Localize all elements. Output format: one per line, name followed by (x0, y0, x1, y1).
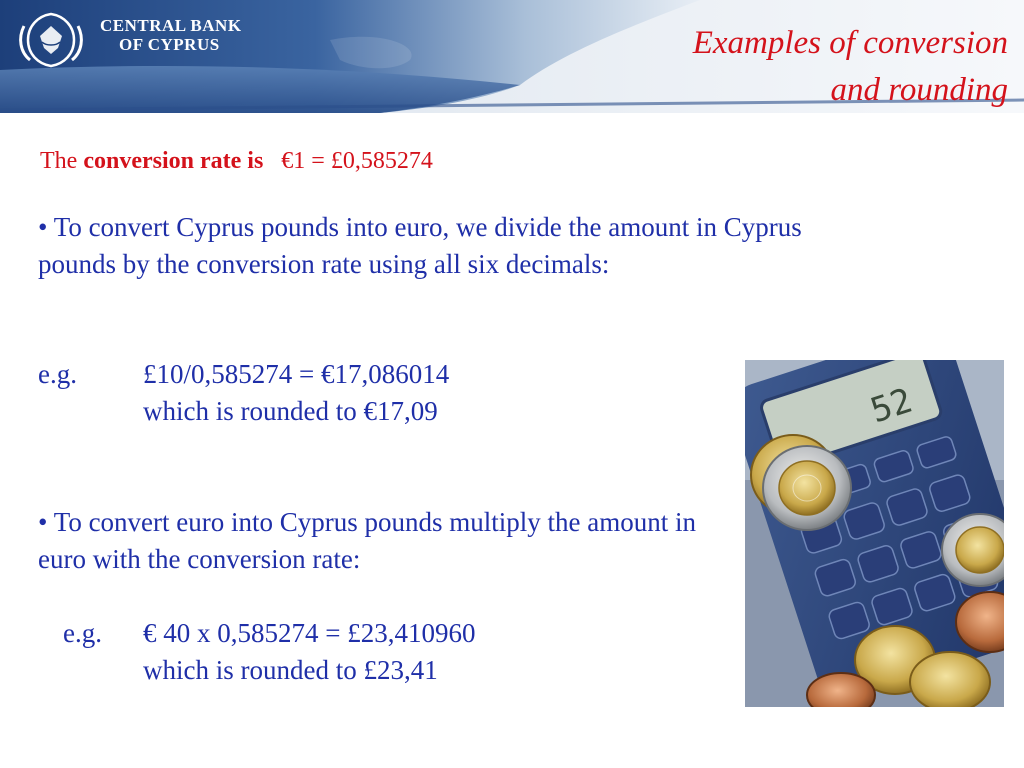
bank-name (100, 16, 242, 54)
section1-eg-result: which is rounded to €17,09 (143, 396, 438, 426)
central-bank-emblem-icon (10, 6, 92, 70)
section2-paragraph: • To convert euro into Cyprus pounds multiply the amount in euro with the conversion rate: (38, 507, 697, 574)
section2-eg-label: e.g. (63, 618, 102, 648)
slide-title-line2: and rounding (830, 72, 1008, 108)
bank-name-line1: CENTRAL BANK (100, 16, 242, 35)
rate-value: €1 = £0,585274 (281, 148, 433, 174)
slide-header (0, 0, 1024, 113)
bank-name-line2: OF CYPRUS (119, 35, 220, 54)
section1-eg-label: e.g. (38, 359, 77, 389)
calculator-illustration (745, 360, 1004, 707)
calculator-display-digits: 52 (865, 380, 918, 432)
slide-title (588, 20, 1008, 113)
rate-bold-label: conversion rate is (83, 148, 264, 174)
rate-prefix: The (40, 148, 78, 174)
section1-paragraph: • To convert Cyprus pounds into euro, we divide the amount in Cyprus pounds by the conversion rate using all six decimals: (38, 212, 802, 279)
calculator-coins-photo (745, 360, 1004, 707)
slide-title-line1: Examples of conversion (692, 25, 1008, 61)
section1-example (38, 356, 449, 393)
section2-example (63, 615, 475, 652)
section2-eg-result: which is rounded to £23,41 (143, 655, 438, 685)
section1-eg-calc: £10/0,585274 = €17,086014 (143, 359, 450, 389)
conversion-rate-line (40, 143, 433, 180)
section2-eg-calc: € 40 x 0,585274 = £23,410960 (143, 618, 476, 648)
